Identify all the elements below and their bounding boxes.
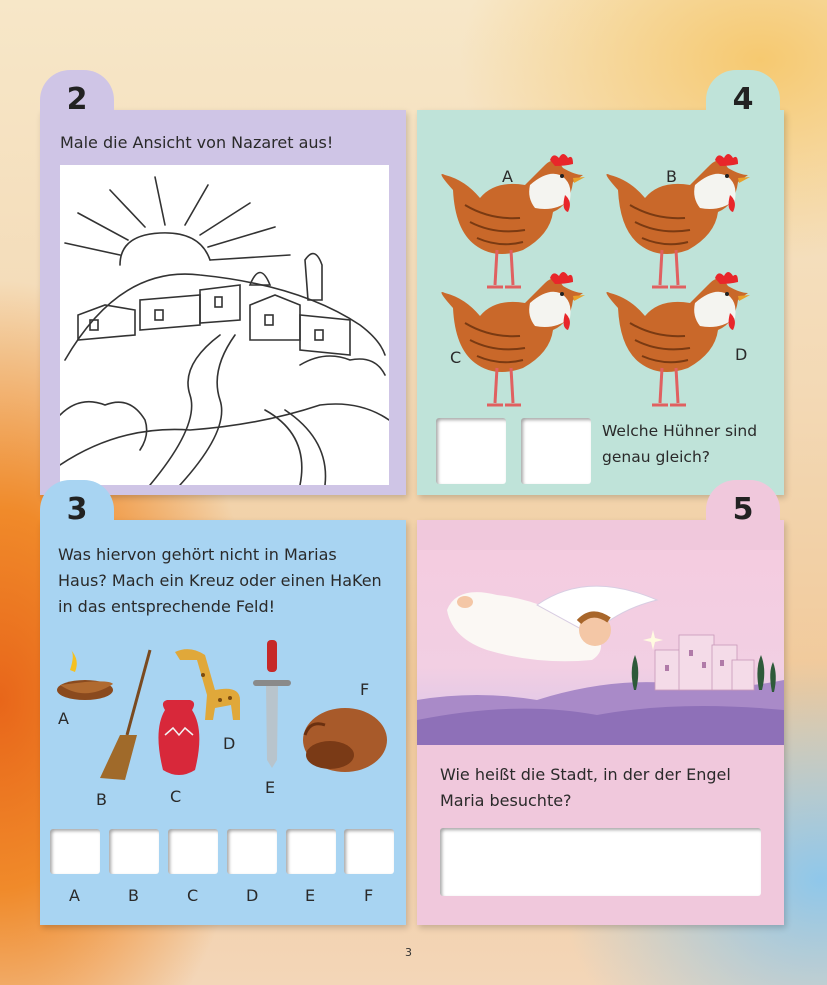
card-2-number-tab: 2 (40, 70, 114, 130)
card-5-question-line1: Wie heißt die Stadt, in der der Engel (440, 765, 731, 784)
box-label-e: E (305, 886, 316, 905)
box-label-d: D (246, 886, 259, 905)
card-5-question-line2: Maria besuchte? (440, 791, 572, 810)
sword-icon (253, 640, 291, 768)
hen-illustrations (430, 150, 770, 410)
hen-answer-box-2[interactable] (521, 418, 591, 484)
card-4-number-tab: 4 (706, 70, 780, 130)
hen-answer-box-1[interactable] (436, 418, 506, 484)
box-label-f: F (364, 886, 374, 905)
item-label-c: C (170, 787, 182, 806)
answer-box-c[interactable] (168, 829, 218, 874)
hen-label-a: A (502, 167, 513, 186)
sleeping-dog-icon (303, 708, 387, 772)
city-answer-box[interactable] (440, 828, 761, 896)
answer-box-a[interactable] (50, 829, 100, 874)
hen-label-d: D (735, 345, 748, 364)
card-2-instruction: Male die Ansicht von Nazaret aus! (60, 133, 334, 152)
broom-icon (100, 650, 150, 780)
card-5-number-tab: 5 (706, 480, 780, 540)
answer-box-f[interactable] (344, 829, 394, 874)
answer-box-d[interactable] (227, 829, 277, 874)
card-4-question-line1: Welche Hühner sind (602, 422, 758, 440)
card-3-line3: in das entsprechende Feld! (58, 597, 276, 616)
oil-lamp-icon (57, 650, 113, 700)
card-3-number-tab: 3 (40, 480, 114, 540)
card-3-line2: Haus? Mach ein Kreuz oder einen HaKen (58, 571, 382, 590)
household-items-illustration (55, 640, 400, 800)
item-label-f: F (360, 680, 370, 699)
item-label-e: E (265, 778, 276, 797)
item-label-b: B (96, 790, 107, 809)
answer-box-e[interactable] (286, 829, 336, 874)
card-4-question-line2: genau gleich? (602, 448, 711, 466)
box-label-b: B (128, 886, 139, 905)
hen-label-b: B (666, 167, 677, 186)
card-3-line1: Was hiervon gehört nicht in Marias (58, 545, 337, 564)
nazareth-coloring-image[interactable] (60, 165, 389, 485)
box-label-a: A (69, 886, 80, 905)
red-vase-icon (158, 700, 199, 775)
item-label-a: A (58, 709, 69, 728)
hen-label-c: C (450, 348, 462, 367)
answer-box-b[interactable] (109, 829, 159, 874)
page-number: 3 (405, 946, 412, 959)
item-label-d: D (223, 734, 236, 753)
box-label-c: C (187, 886, 199, 905)
angel-over-nazareth-illustration (417, 550, 784, 745)
